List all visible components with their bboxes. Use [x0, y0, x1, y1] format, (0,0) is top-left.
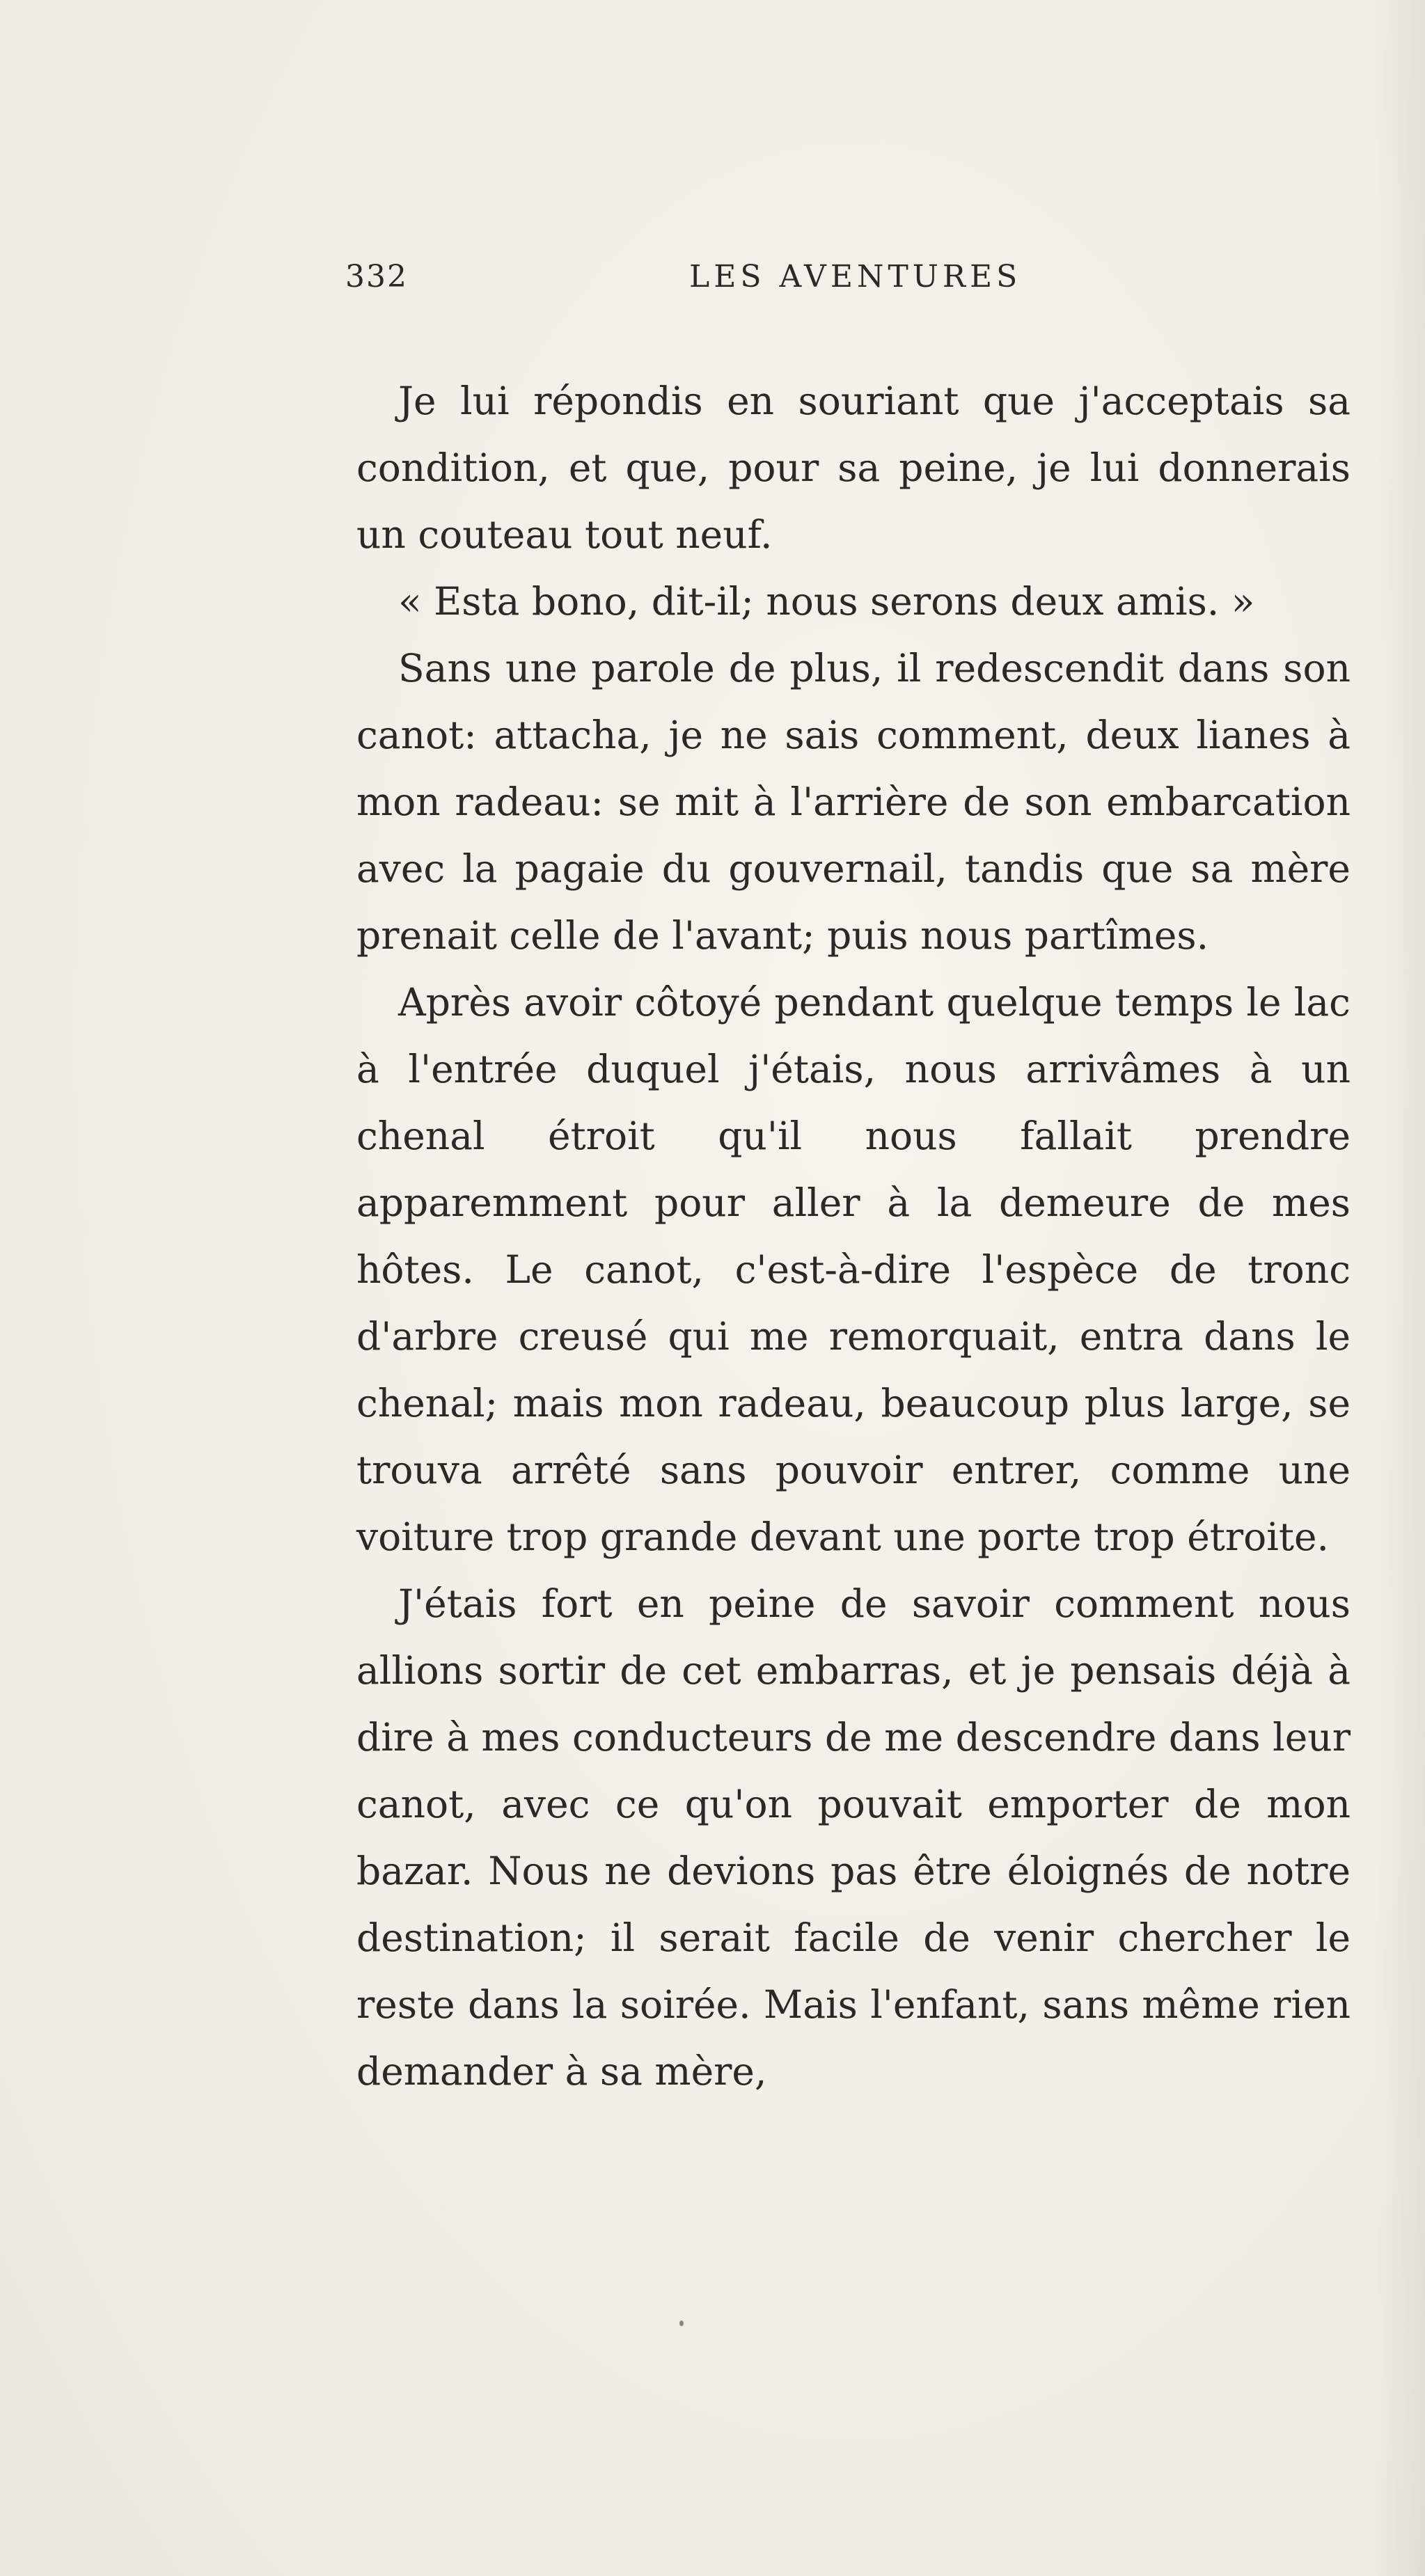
paragraph-1: Je lui répondis en souriant que j'acceptais sa condition, et que, pour sa peine, je lui donnerais un couteau tout neuf. [356, 379, 1351, 557]
paragraph-5: J'étais fort en peine de savoir comment nous allions sortir de cet embarras, et je pensais déjà à dire à mes conducteurs de me descendre dans leur canot, avec ce qu'on pouvait emporter de mon bazar. Nous ne devions pas être éloignés de notre destination; il serait facile de venir chercher le reste dans la soirée. Mais l'enfant, sans même rien demander à sa mère, [356, 1581, 1351, 2094]
page-edge-shadow [1376, 0, 1425, 2576]
paragraph-2: « Esta bono, dit-il; nous serons deux amis. » [398, 579, 1255, 624]
body-text [356, 368, 1351, 2105]
paragraph-4: Après avoir côtoyé pendant quelque temps le lac à l'entrée duquel j'étais, nous arrivâmes à un chenal étroit qu'il nous fallait prendre apparemment pour aller à la demeure de mes hôtes. Le canot, c'est-à-dire l'espèce de tronc d'arbre creusé qui me remorquait, entra dans le chenal; mais mon radeau, beaucoup plus large, se trouva arrêté sans pouvoir entrer, comme une voiture trop grande devant une porte trop étroite. [356, 980, 1351, 1559]
paragraph-3: Sans une parole de plus, il redescendit dans son canot: attacha, je ne sais comment, deux lianes à mon radeau: se mit à l'arrière de son embarcation avec la pagaie du gouvernail, tandis que sa mère prenait celle de l'avant; puis nous partîmes. [356, 646, 1351, 958]
paper-speck [679, 2321, 684, 2326]
page-number: 332 [345, 259, 408, 294]
page-header [0, 259, 1425, 301]
running-title: LES AVENTURES [689, 259, 1022, 294]
